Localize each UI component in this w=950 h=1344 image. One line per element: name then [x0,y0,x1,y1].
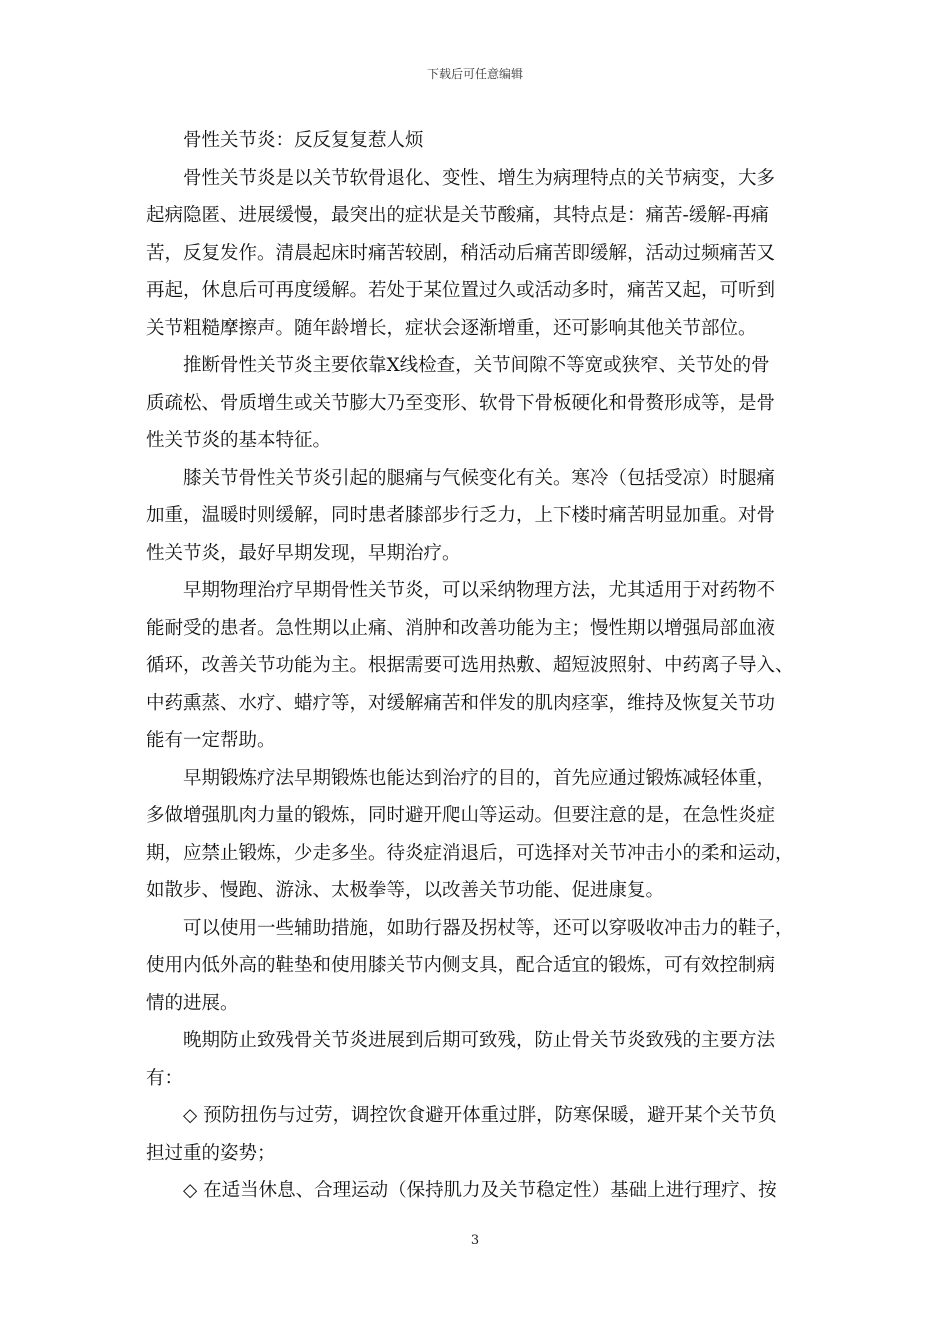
text-line: 加重，温暖时则缓解，同时患者膝部步行乏力，上下楼时痛苦明显加重。对骨 [146,505,776,526]
page-number: 3 [470,1233,480,1248]
text-line: 如散步、慢跑、游泳、太极拳等，以改善关节功能、促进康复。 [146,880,665,901]
text-line: 能耐受的患者。急性期以止痛、消肿和改善功能为主；慢性期以增强局部血液 [146,617,776,639]
text-line: 性关节炎的基本特征。 [146,430,332,451]
article-title: 骨性关节炎：反反复复惹人烦 [183,130,424,151]
text-line: 推断骨性关节炎主要依靠X线检查，关节间隙不等宽或狭窄、关节处的骨 [183,355,770,376]
text-line: 早期物理治疗早期骨性关节炎，可以采纳物理方法，尤其适用于对药物不 [183,580,776,601]
text-line: 担过重的姿势； [146,1142,276,1164]
text-line: 膝关节骨性关节炎引起的腿痛与气候变化有关。寒冷（包括受凉）时腿痛 [183,467,776,489]
text-line: 骨性关节炎是以关节软骨退化、变性、增生为病理特点的关节病变，大多 [183,167,776,189]
text-line: 起病隐匿、进展缓慢，最突出的症状是关节酸痛，其特点是：痛苦-缓解-再痛 [146,205,770,226]
text-line: 中药熏蒸、水疗、蜡疗等，对缓解痛苦和伴发的肌肉痉挛，维持及恢复关节功 [146,692,776,714]
bullet-item: ◇ 预防扭伤与过劳，调控饮食避开体重过胖，防寒保暖，避开某个关节负 [183,1105,777,1126]
text-line: 早期锻炼疗法早期锻炼也能达到治疗的目的，首先应通过锻炼减轻体重， [183,767,776,789]
text-line: 晚期防止致残骨关节炎进展到后期可致残，防止骨关节炎致残的主要方法 [183,1030,776,1051]
text-line: 有： [146,1067,184,1089]
bullet-item: ◇ 在适当休息、合理运动（保持肌力及关节稳定性）基础上进行理疗、按 [183,1180,777,1201]
text-line: 多做增强肌肉力量的锻炼，同时避开爬山等运动。但要注意的是，在急性炎症 [146,805,776,826]
text-line: 情的进展。 [146,992,239,1014]
page-header: 下载后可任意编辑 [426,67,523,81]
text-line: 质疏松、骨质增生或关节膨大乃至变形、软骨下骨板硬化和骨赘形成等，是骨 [146,392,776,414]
text-line: 性关节炎，最好早期发现，早期治疗。 [146,542,461,564]
text-line: 期，应禁止锻炼，少走多坐。待炎症消退后，可选择对关节冲击小的柔和运动， [146,842,794,864]
text-line: 再起，休息后可再度缓解。若处于某位置过久或活动多时，痛苦又起，可听到 [146,280,776,301]
text-line: 可以使用一些辅助措施，如助行器及拐杖等，还可以穿吸收冲击力的鞋子， [183,917,794,939]
text-line: 苦，反复发作。清晨起床时痛苦较剧，稍活动后痛苦即缓解，活动过频痛苦又 [146,242,776,264]
text-line: 关节粗糙摩擦声。随年龄增长，症状会逐渐增重，还可影响其他关节部位。 [146,317,757,339]
text-line: 使用内低外高的鞋垫和使用膝关节内侧支具，配合适宜的锻炼，可有效控制病 [146,955,776,976]
document-body [146,122,812,1210]
text-line: 能有一定帮助。 [146,730,276,751]
text-line: 循环，改善关节功能为主。根据需要可选用热敷、超短波照射、中药离子导入、 [146,655,794,676]
